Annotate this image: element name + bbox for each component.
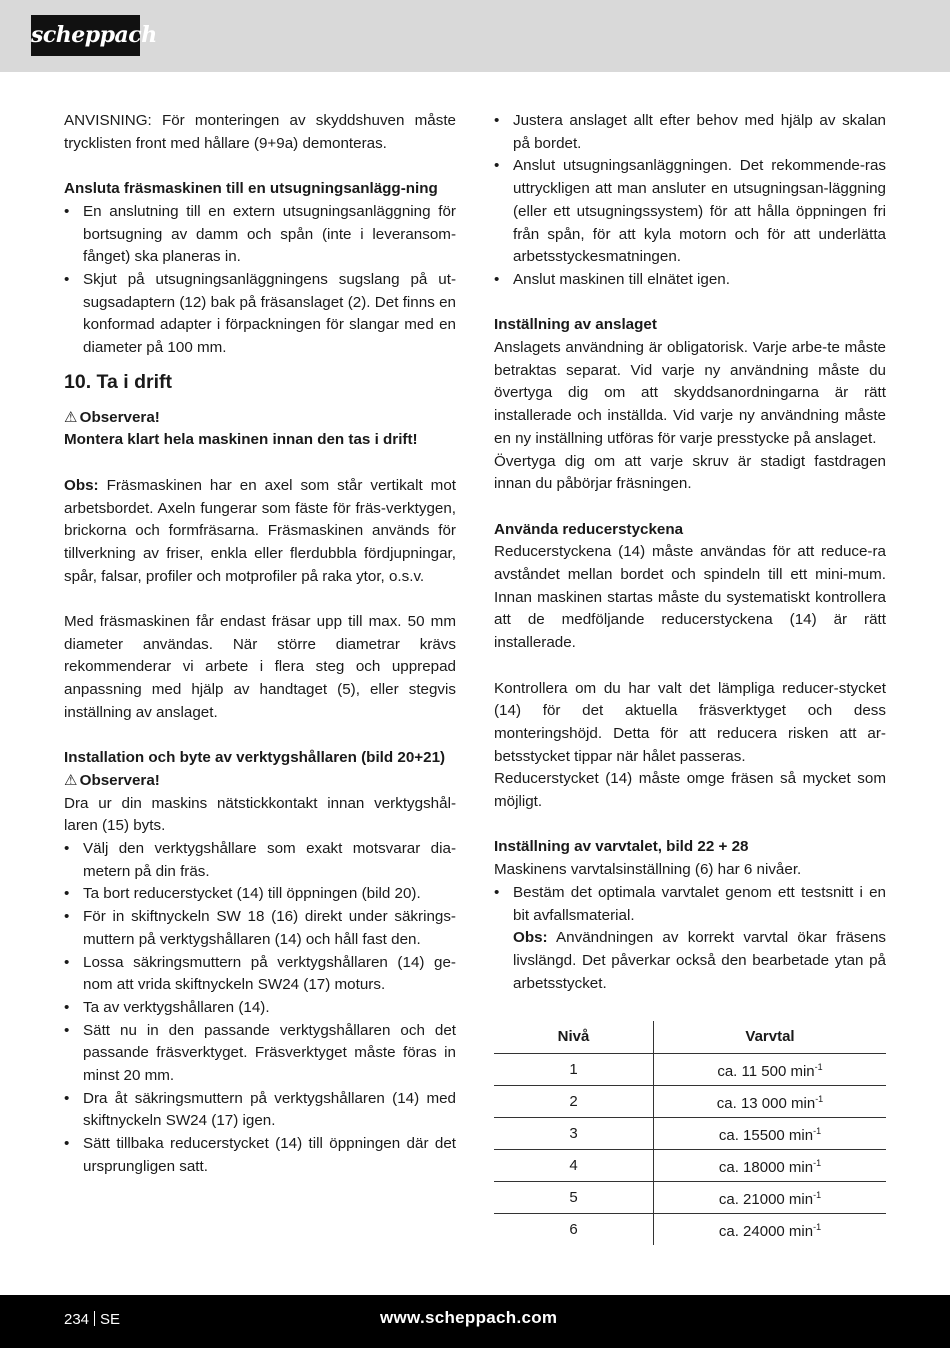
level-cell: 2: [494, 1086, 654, 1118]
list-item: • Ta bort reducerstycket (14) till öppningen (bild 20).: [64, 883, 456, 906]
page-number: 234 SE: [64, 1311, 121, 1328]
fence-paragraph: Anslagets användning är obligatorisk. Varje arbe-te måste betraktas separat. Vid varje ny användning måste du övertyga dig om att skyddsanordningarna är rätt installerade och inställda. Vid varje ny användning måste en ny inställning utföras för varje presstycke på anslaget.: [494, 339, 886, 447]
section-title: 10. Ta i drift: [64, 370, 172, 393]
warning-heading: ⚠ Observera!: [64, 407, 456, 430]
level-cell: 1: [494, 1054, 654, 1086]
list-item: • Välj den verktygshållare som exakt motsvarar dia-metern på din fräs.: [64, 838, 456, 883]
page-footer: [0, 1295, 950, 1348]
speed-cell: ca. 13 000 $\min^{-1}$: [654, 1086, 887, 1118]
table-row: [494, 1054, 886, 1086]
speed-table: [494, 1021, 886, 1245]
list-item: • Bestäm det optimala varvtalet genom ett testsnitt i en bit avfallsmaterial. Obs: Användningen av korrekt varvtal ökar fräsens livslängd. Det påverkar också den bearbetade ytan på arbetsstycket.: [494, 882, 886, 996]
list-item: • Justera anslaget allt efter behov med hjälp av skalan på bordet.: [494, 110, 886, 155]
list-item: • Sätt nu in den passande verktygshållaren och det passande fräsverktyget. Fräsverktyget måste föras in minst 20 mm.: [64, 1020, 456, 1088]
list-item: • Dra åt säkringsmuttern på verktygshållaren (14) med skiftnyckeln SW24 (17) igen.: [64, 1088, 456, 1133]
table-header-row: [494, 1021, 886, 1054]
reducer-paragraph-2: Kontrollera om du har valt det lämpliga reducer-stycket (14) för det aktuella fräsverktyget och dess monteringshöjd. Detta för att reducera risken att ar-betsstycket tippar när hålet passeras.: [494, 679, 886, 765]
list-item: • Sätt tillbaka reducerstycket (14) till öppningen där det ursprungligen satt.: [64, 1133, 456, 1178]
install-intro: Dra ur din maskins nätstickkontakt innan verktygshål-laren (15) byts.: [64, 794, 456, 835]
speed-cell: ca. 18000 $\min^{-1}$: [654, 1150, 887, 1182]
dust-extraction-list: [64, 201, 456, 360]
level-cell: 5: [494, 1182, 654, 1214]
list-item: • En anslutning till en extern utsugningsanläggning för bortsugning av damm och spån (inte i leveransom-fånget) ska planeras in.: [64, 201, 456, 269]
fence-steps-list: [494, 110, 886, 292]
list-item: • För in skiftnyckeln SW 18 (16) direkt under säkrings-muttern på verktygshållaren (14) och håll fast den.: [64, 906, 456, 951]
speed-intro: Maskinens varvtalsinställning (6) har 6 nivåer.: [494, 861, 802, 879]
list-item: • Lossa säkringsmuttern på verktygshållaren (14) ge-nom att vrida skiftnyckeln SW24 (17) moturs.: [64, 952, 456, 997]
right-column: [494, 110, 886, 1245]
table-row: [494, 1214, 886, 1246]
speed-list: [494, 882, 886, 996]
column-header-level: Nivå: [494, 1021, 654, 1054]
speed-cell: ca. 24000 $\min^{-1}$: [718, 1222, 822, 1240]
table-row: [494, 1086, 886, 1118]
speed-cell: ca. 21000 $\min^{-1}$: [654, 1182, 887, 1214]
list-item: • Ta av verktygshållaren (14).: [64, 997, 456, 1020]
warning-heading: ⚠ Observera!: [64, 770, 456, 793]
column-header-speed: Varvtal: [654, 1021, 887, 1054]
scheppach-logo: scheppach: [31, 15, 140, 56]
speed-cell: ca. 11 500 $\min^{-1}$: [654, 1054, 887, 1086]
install-list: [64, 838, 456, 1179]
table-row: [494, 1182, 886, 1214]
obs-paragraph: Obs: Fräsmaskinen har en axel som står vertikalt mot arbetsbordet. Axeln fungerar som fäste för fräs-verktygen, brickorna och formfräsarna. Fräsmaskinen används för tillverkning av friser, enkla eller flerdubbla fördjupningar, spår, falsar, profiler och motprofiler på raka ytor, o.s.v.: [64, 476, 456, 585]
list-item: • Anslut maskinen till elnätet igen.: [494, 269, 886, 292]
install-heading: Installation och byte av verktygshållaren (bild 20+21): [64, 749, 446, 767]
speed-heading: Inställning av varvtalet, bild 22 + 28: [494, 838, 749, 856]
list-item: • Skjut på utsugningsanläggningens sugslang på ut-sugsadaptern (12) bak på fräsanslaget (2). Det finns en konformad adapter i förpackningen för slangar med en diameter på 100 mm.: [64, 269, 456, 360]
reducer-paragraph: Reducerstyckena (14) måste användas för att reduce-ra avståndet mellan bordet och spindeln till ett mini-mum. Innan maskinen startas måste du systematiskt kontrollera att de medföljande reducerstyckena (14) är rätt installerade.: [494, 543, 886, 652]
reducer-paragraph-3: Reducerstycket (14) måste omge fräsen så mycket som möjligt.: [494, 770, 886, 811]
fence-heading: Inställning av anslaget: [494, 316, 657, 334]
page-header: [0, 0, 950, 72]
warning-text: Montera klart hela maskinen innan den tas i drift!: [64, 431, 418, 449]
note-paragraph: ANVISNING: För monteringen av skyddshuven måste trycklisten front med hållare (9+9a) demonteras.: [64, 112, 456, 152]
left-column: [64, 110, 456, 1179]
warning-triangle-icon: ⚠: [64, 408, 78, 426]
fence-paragraph-2: Övertyga dig om att varje skruv är stadigt fastdragen innan du påbörjar fräsningen.: [494, 452, 886, 493]
level-cell: 4: [494, 1150, 654, 1182]
table-row: [494, 1118, 886, 1150]
reducer-heading: Använda reducerstyckena: [494, 520, 684, 538]
warning-triangle-icon: ⚠: [64, 771, 78, 789]
speed-cell: ca. 15500 $\min^{-1}$: [654, 1118, 887, 1150]
diameter-paragraph: Med fräsmaskinen får endast fräsar upp till max. 50 mm diameter användas. När större diametrar krävs rekommenderar vi arbete i flera steg och upprepad anpassning med hjälp av handtaget (5), eller stegvis inställning av anslaget.: [64, 613, 456, 721]
level-cell: 3: [494, 1118, 654, 1150]
list-item: • Anslut utsugningsanläggningen. Det rekommende-ras uttryckligen att man ansluter en utsugningsan-läggning (eller ett utsugningssystem) för att hålla öppningen fri från spån, för att kyla motorn och för att underlätta arbetsstyckesmatningen.: [494, 155, 886, 269]
level-cell: 6: [494, 1214, 654, 1246]
dust-extraction-heading: Ansluta fräsmaskinen till en utsugningsanlägg-ning: [64, 180, 438, 198]
table-row: [494, 1150, 886, 1182]
website-link[interactable]: www.scheppach.com: [380, 1308, 558, 1327]
